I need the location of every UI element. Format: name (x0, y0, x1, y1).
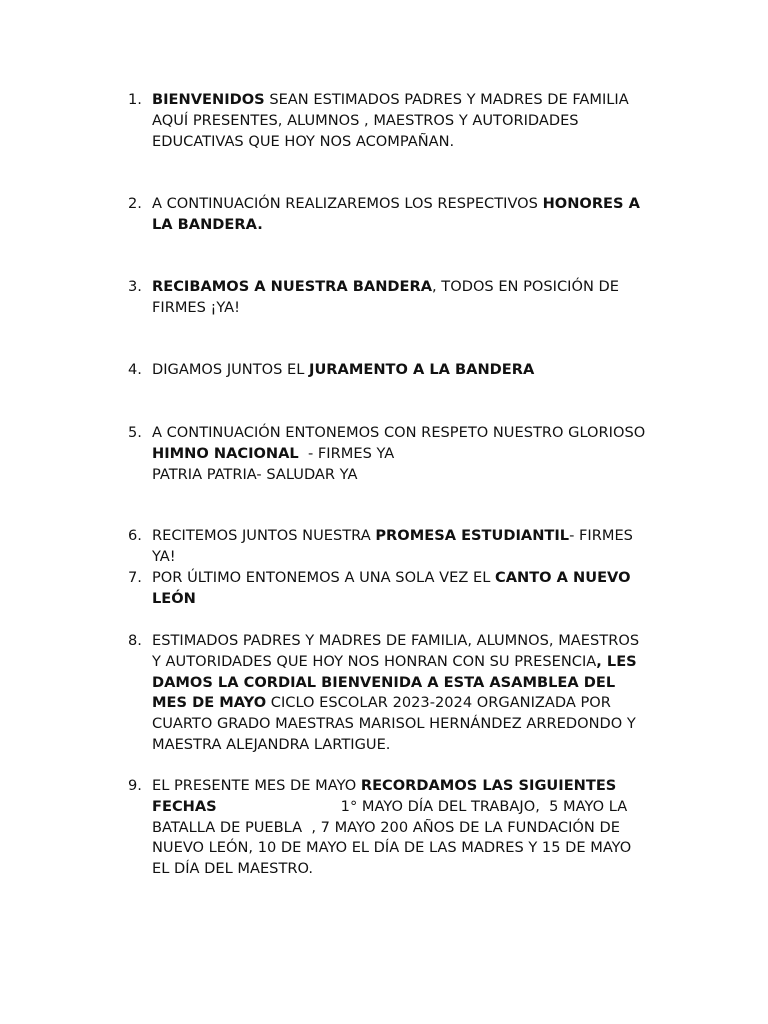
list-item-2 (128, 194, 668, 236)
item-text: POR ÚLTIMO ENTONEMOS A UNA SOLA VEZ EL (152, 569, 495, 586)
list-item-5 (128, 423, 668, 485)
bold-text: LEÓN (152, 589, 196, 607)
item-text: , TODOS EN POSICIÓN DE (432, 278, 619, 295)
item-text: EL PRESENTE MES DE MAYO (152, 777, 361, 794)
item-number: 3. (128, 278, 142, 295)
bold-text: DAMOS LA CORDIAL BIENVENIDA A ESTA ASAMBLEA DEL (152, 673, 616, 691)
item-text: A CONTINUACIÓN ENTONEMOS CON RESPETO NUESTRO GLORIOSO (152, 424, 646, 441)
list-item-6 (128, 526, 668, 568)
item-text: NUEVO LEÓN, 10 DE MAYO EL DÍA DE LAS MADRES Y 15 DE MAYO (152, 839, 632, 857)
list-item-8 (128, 631, 668, 756)
bold-text: LA BANDERA. (152, 215, 263, 233)
bold-text: , LES (596, 652, 637, 670)
item-number: 8. (128, 632, 142, 649)
list-item-9 (128, 776, 668, 880)
item-number: 5. (128, 424, 142, 441)
item-text: FIRMES ¡YA! (152, 298, 241, 316)
item-number: 2. (128, 195, 142, 212)
item-text: YA! (152, 547, 176, 565)
list-item-4 (128, 360, 668, 381)
item-text: Y AUTORIDADES QUE HOY NOS HONRAN CON SU PRESENCIA (152, 652, 597, 670)
bold-text: BIENVENIDOS (152, 91, 265, 108)
item-text: A CONTINUACIÓN REALIZAREMOS LOS RESPECTIVOS (152, 195, 543, 212)
item-text: - FIRMES (569, 527, 633, 544)
item-text: CUARTO GRADO MAESTRAS MARISOL HERNÁNDEZ ARREDONDO Y (152, 715, 636, 733)
item-text: AQUÍ PRESENTES, ALUMNOS , MAESTROS Y AUTORIDADES (152, 111, 579, 129)
item-text: CICLO ESCOLAR 2023-2024 ORGANIZADA POR (266, 694, 611, 712)
bold-text: HONORES A (542, 195, 640, 212)
bold-text: JURAMENTO A LA BANDERA (309, 361, 535, 378)
list-item-1 (128, 90, 668, 152)
item-text: EL DÍA DEL MAESTRO. (152, 860, 314, 878)
item-number: 4. (128, 361, 142, 378)
item-text: RECITEMOS JUNTOS NUESTRA (152, 527, 376, 544)
bold-text: HIMNO NACIONAL (152, 444, 299, 462)
item-text: PATRIA PATRIA- SALUDAR YA (152, 465, 358, 483)
item-text: - FIRMES YA (298, 444, 395, 462)
bold-text: RECIBAMOS A NUESTRA BANDERA (152, 278, 433, 295)
item-text: EDUCATIVAS QUE HOY NOS ACOMPAÑAN. (152, 132, 455, 150)
bold-text: PROMESA ESTUDIANTIL (375, 527, 570, 544)
bold-text: CANTO A NUEVO (494, 569, 631, 586)
bold-text: RECORDAMOS LAS SIGUIENTES (360, 777, 617, 794)
item-text: MAESTRA ALEJANDRA LARTIGUE. (152, 735, 391, 753)
item-text: DIGAMOS JUNTOS EL (152, 361, 310, 378)
list-item-7 (128, 568, 668, 610)
bold-text: FECHAS (152, 797, 217, 815)
item-text: SEAN ESTIMADOS PADRES Y MADRES DE FAMILIA (264, 91, 629, 108)
item-number: 6. (128, 527, 142, 544)
item-text: 1° MAYO DÍA DEL TRABAJO, 5 MAYO LA (340, 797, 628, 815)
list-item-3 (128, 277, 668, 319)
bold-text: MES DE MAYO (152, 694, 267, 712)
item-text: BATALLA DE PUEBLA , 7 MAYO 200 AÑOS DE LA FUNDACIÓN DE (152, 818, 620, 836)
item-number: 7. (128, 569, 142, 586)
item-number: 1. (128, 91, 142, 108)
item-number: 9. (128, 777, 142, 794)
item-text: ESTIMADOS PADRES Y MADRES DE FAMILIA, ALUMNOS, MAESTROS (152, 632, 640, 649)
